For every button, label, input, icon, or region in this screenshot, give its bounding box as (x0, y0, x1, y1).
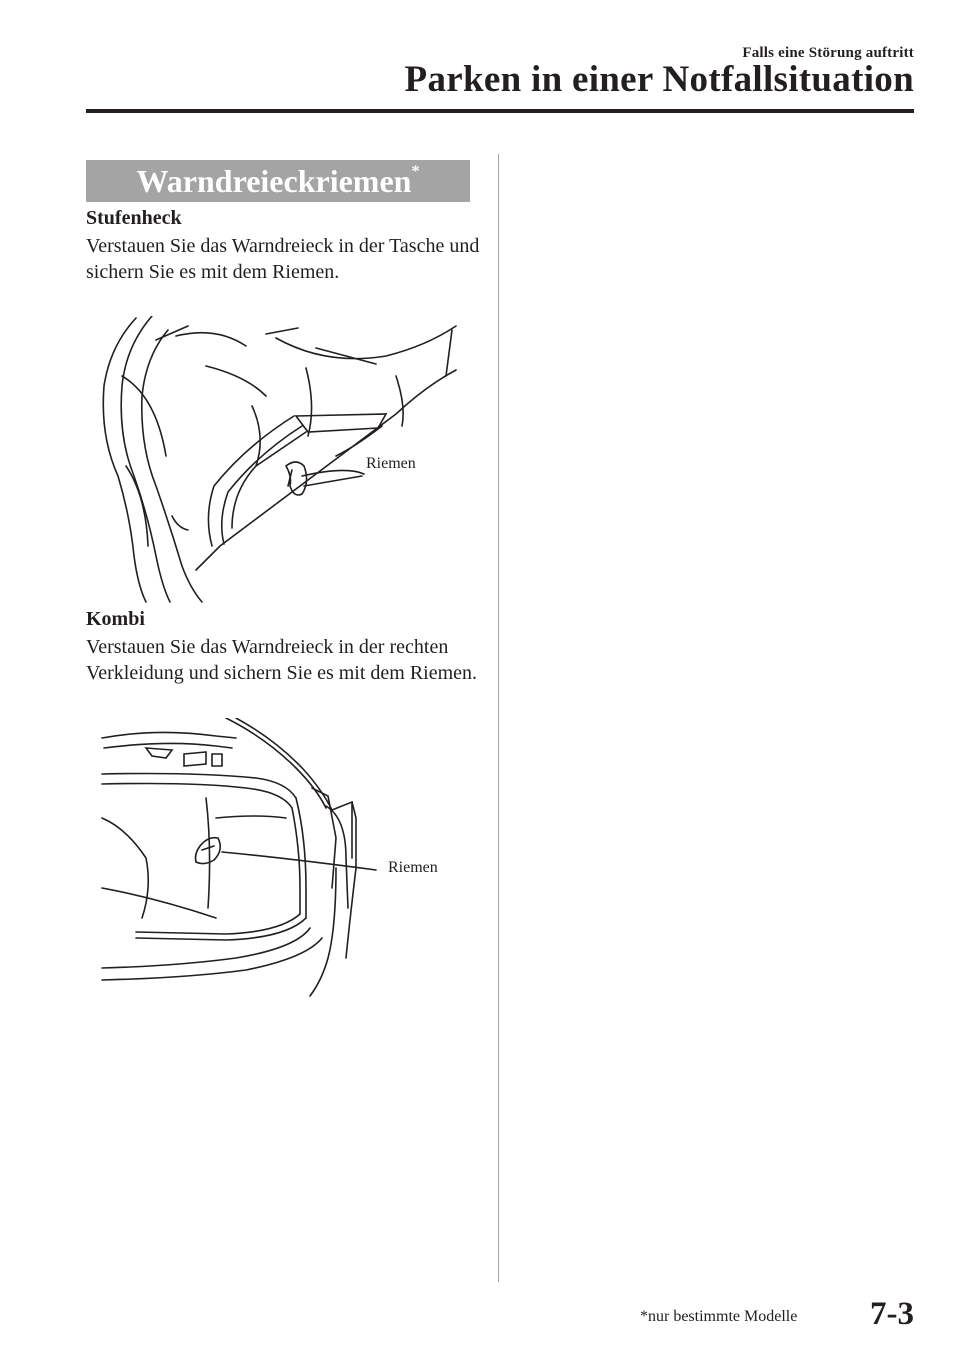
section-title-bar (86, 160, 470, 202)
kombi-text: Verstauen Sie das Warndreieck in der rechten Verkleidung und sichern Sie es mit dem Riemen. (86, 636, 478, 684)
chapter-subtitle: Falls eine Störung auftritt (742, 45, 914, 61)
page-number: 7-3 (870, 1296, 914, 1332)
header-rule (86, 109, 914, 113)
stufenheck-illustration (96, 316, 476, 604)
column-divider (498, 154, 499, 1282)
footnote: *nur bestimmte Modelle (640, 1308, 798, 1325)
stufenheck-callout-label: Riemen (366, 455, 416, 472)
kombi-callout-label: Riemen (388, 859, 438, 876)
stufenheck-text: Verstauen Sie das Warndreieck in der Tasche und sichern Sie es mit dem Riemen. (86, 235, 480, 283)
chapter-title: Parken in einer Notfallsituation (404, 59, 914, 100)
kombi-heading: Kombi (86, 608, 145, 630)
section-title-marker: * (411, 163, 420, 180)
stufenheck-heading: Stufenheck (86, 207, 182, 229)
section-title: Warndreieckriemen (136, 163, 412, 199)
